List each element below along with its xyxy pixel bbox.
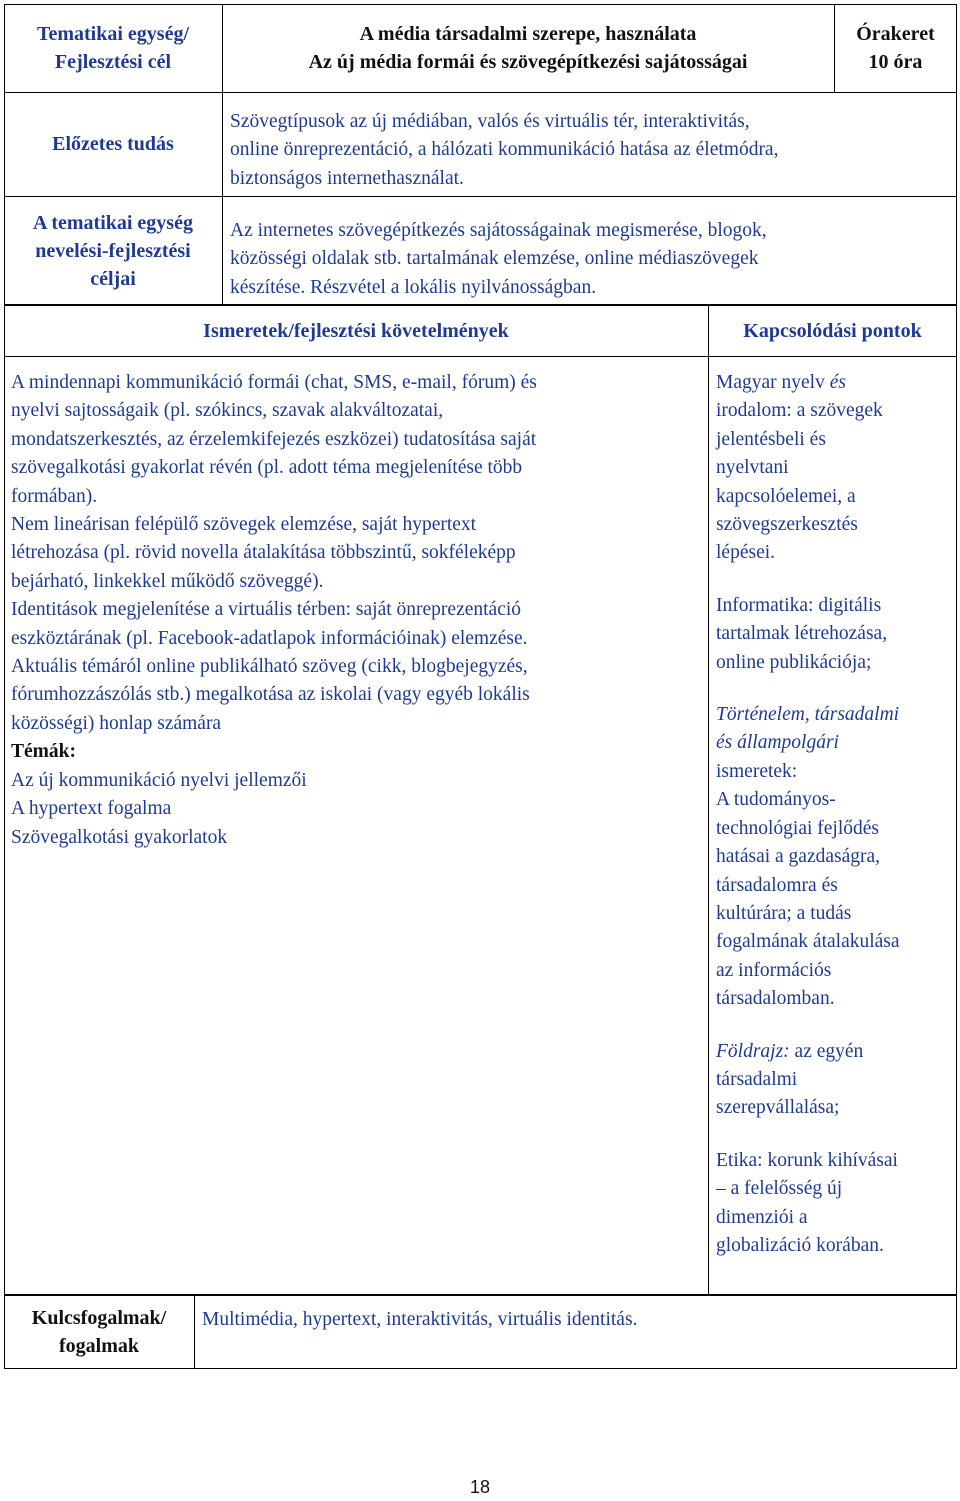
requirements-heading: Ismeretek/fejlesztési követelmények <box>203 319 509 342</box>
connections-heading: Kapcsolódási pontok <box>743 319 922 342</box>
keywords-text: Multimédia, hypertext, interaktivitás, virtuális identitás. <box>202 1309 638 1330</box>
header-hours: Órakeret 10 óra <box>856 23 935 73</box>
page-number: 18 <box>469 1477 491 1497</box>
goals-label: A tematikai egység nevelési-fejlesztési céljai <box>33 211 193 290</box>
prior-knowledge-text: Szövegtípusok az új médiában, valós és virtuális tér, interaktivitás, online önreprezentáció, a hálózati kommunikáció hatása az életmódra, biztonságos internethasználat. <box>230 111 779 189</box>
requirements-text: A mindennapi kommunikáció formái (chat, SMS, e-mail, fórum) és nyelvi sajtosságaik (pl. szókincs, szavak alakváltozatai, mondatszerkesztés, az érzelemkifejezés eszközei) tudatosítása saját szövegalkotási gyakorlat révén (pl. adott téma megjelenítése több formában). Nem lineárisan felépülő szövegek elemzése, saját hypertext létrehozása (pl. rövid novella átalakítása többszintű, sokféleképp bejárható, linkekkel működő szöveggé). Identitások megjelenítése a virtuális térben: saját önreprezentáció eszköztárának (pl. Facebook-adatlapok információinak) elemzése. Aktuális témáról online publikálható szöveg (cikk, blogbejegyzés, fórumhozzászólás stb.) megalkotása az iskolai (vagy egyéb lokális közösségi) honlap számára Témák: Az új kommunikáció nyelvi jellemzői A hypertext fogalma Szövegalkotási gyakorlatok <box>11 369 703 852</box>
connection-geography: Földrajz: az egyén társadalmi szerepvállalása; <box>716 1040 864 1119</box>
connection-history: Történelem, társadalmi és állampolgári ismeretek: A tudományos- technológiai fejlődés hatásai a gazdaságra, társadalomra és kultúrára; a tudás fogalmának átalakulása az információs társadalomban. <box>716 704 900 1010</box>
goals-text: Az internetes szövegépítkezés sajátosságainak megismerése, blogok, közösségi oldalak stb. tartalmának elemzése, online médiaszövegek készítése. Részvétel a lokális nyilvánosságban. <box>230 220 767 298</box>
connections-text <box>716 369 954 1284</box>
connection-hungarian: Magyar nyelv és irodalom: a szövegek jelentésbeli és nyelvtani kapcsolóelemei, a szövegszerkesztés lépései. <box>716 372 883 564</box>
header-unit-label: Tematikai egység/ Fejlesztési cél <box>36 23 190 73</box>
header-unit-title: A média társadalmi szerepe, használata Az új média formái és szövegépítkezési sajátosságai <box>308 23 748 73</box>
connection-ethics: Etika: korunk kihívásai – a felelősség új dimenziói a globalizáció korában. <box>716 1149 898 1256</box>
connection-informatics: Informatika: digitális tartalmak létrehozása, online publikációja; <box>716 594 888 673</box>
prior-knowledge-label: Előzetes tudás <box>52 133 174 155</box>
topics-label: Témák: <box>11 741 76 763</box>
keywords-label: Kulcsfogalmak/ fogalmak <box>31 1307 167 1357</box>
